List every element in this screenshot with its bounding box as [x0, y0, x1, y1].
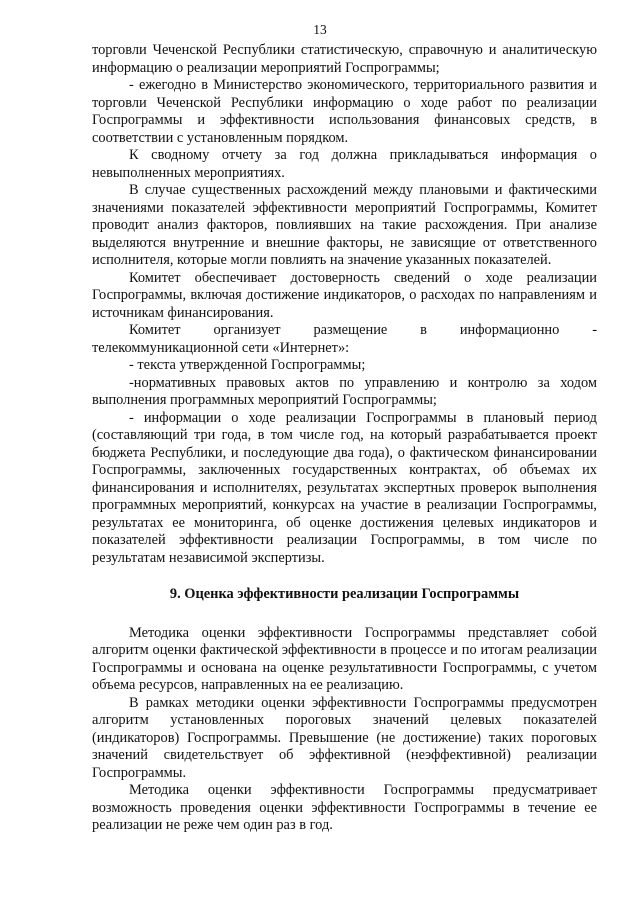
paragraph: К сводному отчету за год должна прикладываться информация о невыполненных мероприятиях.: [92, 147, 597, 181]
paragraph: Методика оценки эффективности Госпрограммы представляет собой алгоритм оценки фактической эффективности в процессе и по итогам реализации Госпрограммы и основана на оценке результативности Госпрограммы, с учетом объема ресурсов, направленных на ее реализацию.: [92, 624, 597, 693]
paragraph: торговли Чеченской Республики статистическую, справочную и аналитическую информацию о реализации мероприятий Госпрограммы;: [92, 42, 597, 76]
document-body: [92, 42, 597, 835]
paragraph: - ежегодно в Министерство экономического, территориального развития и торговли Чеченской Республики информацию о ходе работ по реализации Госпрограммы и эффективности использования финансовых средств, в соответствии с установленным порядком.: [92, 77, 597, 146]
paragraph: Комитет организует размещение в информационно - телекоммуникационной сети «Интернет»:: [92, 322, 597, 356]
list-item: - информации о ходе реализации Госпрограммы в плановый период (составляющий три года, в том числе год, на который разрабатывается проект бюджета Республики, и последующие два года), о фактическом финансировании Госпрограммы, заключенных государственных контрактах, об объемах их финансирования и исполнителях, результатах экспертных проверок выполнения программных мероприятий, конкурсах на участие в реализации Госпрограммы, результатах ее мониторинга, об оценке достижения целевых индикаторов и показателей эффективности реализации Госпрограммы, в том числе по результатам независимой экспертизы.: [92, 409, 597, 566]
paragraph: В рамках методики оценки эффективности Госпрограммы предусмотрен алгоритм установленных пороговых значений целевых показателей (индикаторов) Госпрограммы. Превышение (не достижение) таких пороговых значений свидетельствует об эффективной (неэффективной) реализации Госпрограммы.: [92, 694, 597, 781]
list-item: - текста утвержденной Госпрограммы;: [129, 357, 366, 373]
paragraph: Методика оценки эффективности Госпрограммы предусматривает возможность проведения оценки эффективности Госпрограммы в течение ее реализации не реже чем один раз в год.: [92, 782, 597, 833]
paragraph: Комитет обеспечивает достоверность сведений о ходе реализации Госпрограммы, включая достижение индикаторов, о расходах по направлениям и источникам финансирования.: [92, 269, 597, 321]
section-heading: 9. Оценка эффективности реализации Госпрограммы: [169, 586, 520, 602]
list-item: -нормативных правовых актов по управлению и контролю за ходом выполнения программных мероприятий Госпрограммы;: [92, 374, 597, 408]
paragraph: В случае существенных расхождений между плановыми и фактическими значениями показателей эффективности мероприятий Госпрограммы, Комитет проводит анализ факторов, повлиявших на такие расхождения. При анализе выделяются внутренние и внешние факторы, не зависящие от ответственного исполнителя, которые могли повлиять на значение указанных показателей.: [92, 182, 597, 268]
page-number: 13: [313, 22, 327, 37]
